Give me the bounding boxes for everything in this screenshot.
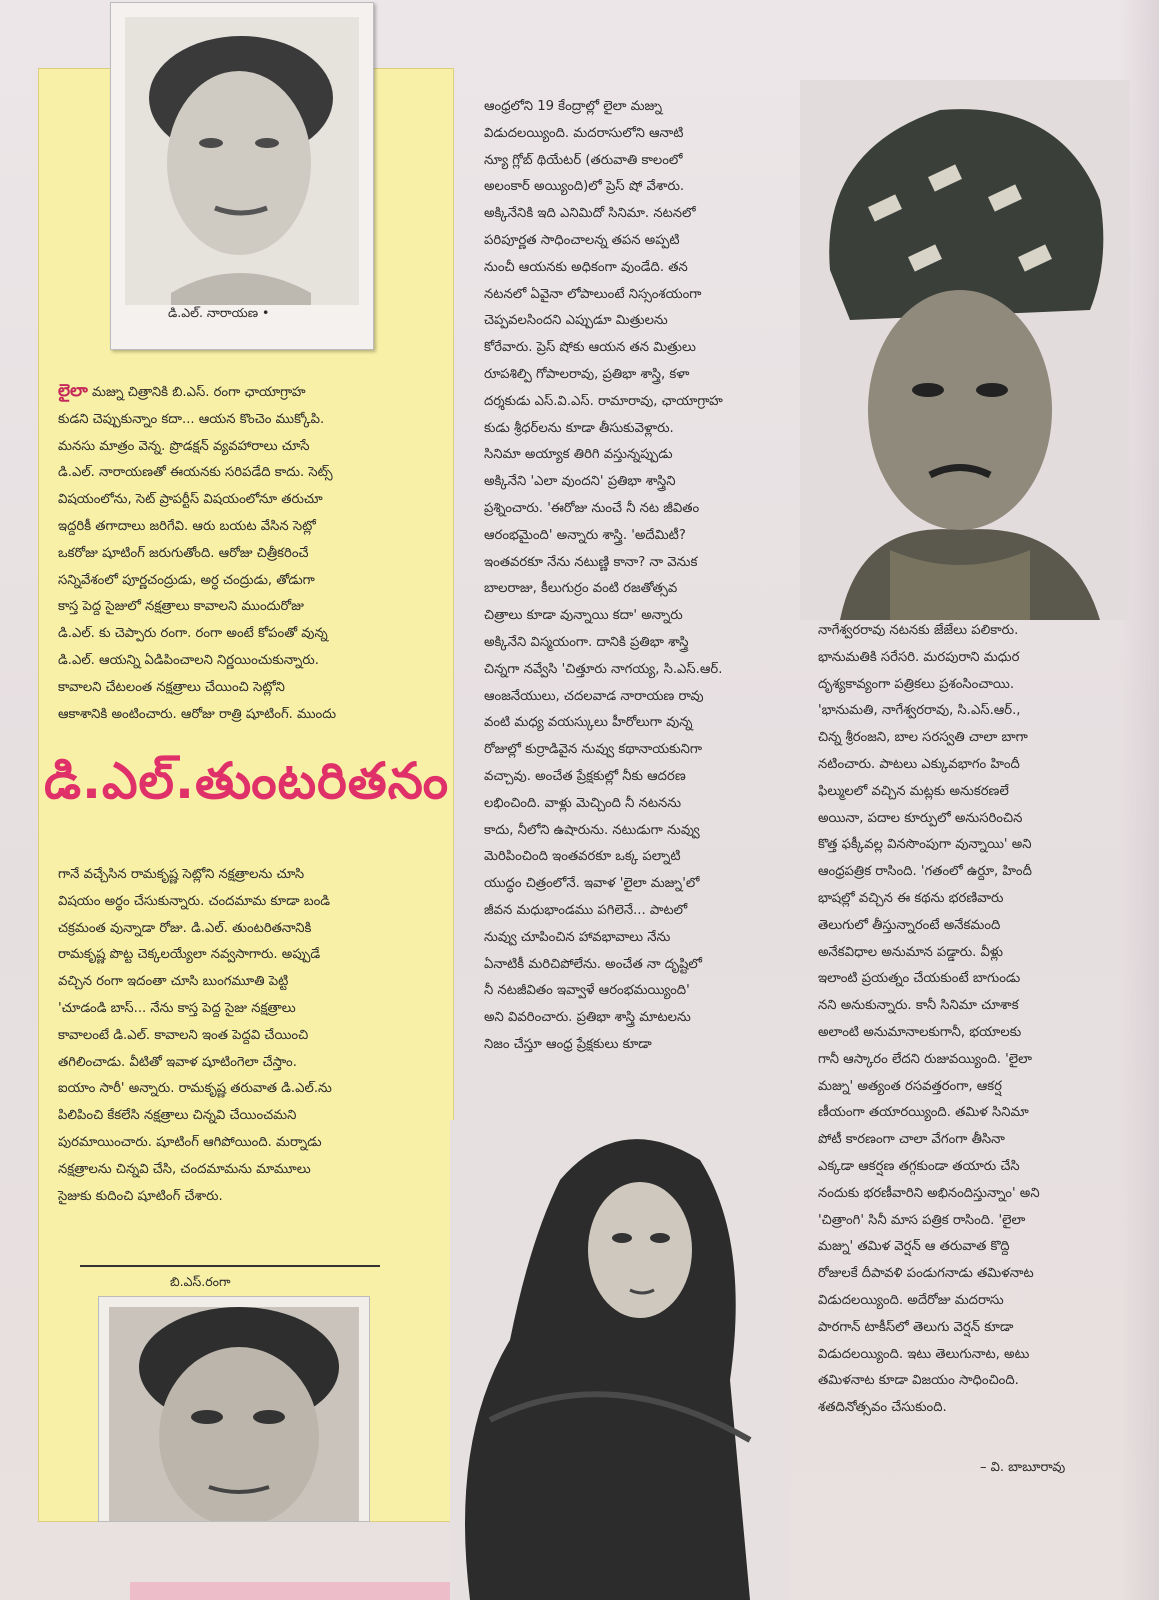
dl-narayana-photo (110, 2, 374, 350)
caption-bs-ranga: బి.ఎస్.రంగా (170, 1274, 231, 1289)
middle-column-text: ఆంధ్రలోని 19 కేంద్రాల్లో లైలా మజ్ను విడుదలయ్యింది. మదరాసులోని ఆనాటి న్యూ గ్లోబ్ థియేటర్ (తరువాతి కాలంలో అలంకార్ అయ్యింది)లో ప్రెస్ షో వేశారు. అక్కినేనికి ఇది ఎనిమిదో సినిమా. నటనలో పరిపూర్ణత సాధించాలన్న తపన అప్పటి నుంచీ ఆయనకు అధికంగా వుండేది. తన నటనలో ఏవైనా లోపాలుంటే నిస్సంశయంగా చెప్పవలసిందని ఎప్పుడూ మిత్రులను కోరేవారు. ప్రెస్ షోకు ఆయన తన మిత్రులు రూపశిల్పి గోపాలరావు, ప్రతిభా శాస్త్రి, కళా దర్శకుడు ఎస్.వి.ఎస్. రామారావు, ఛాయాగ్రాహ కుడు శ్రీధర్‌లను కూడా తీసుకువెళ్లారు. సినిమా అయ్యాక తిరిగి వస్తున్నప్పుడు అక్కినేని 'ఎలా వుందని' ప్రతిభా శాస్త్రిని ప్రశ్నించారు. 'ఈరోజు నుంచే నీ నట జీవితం ఆరంభమైంది' అన్నారు శాస్త్రి. 'అదేమిటీ? ఇంతవరకూ నేను నటుణ్ణి కానా? నా వెనుక బాలరాజు, కీలుగుర్రం వంటి రజతోత్సవ చిత్రాలు కూడా వున్నాయి కదా' అన్నారు అక్కినేని విస్మయంగా. దానికి ప్రతిభా శాస్త్రి చిన్నగా నవ్వేసి 'చిత్తూరు నాగయ్య, సి.ఎస్.ఆర్. ఆంజనేయులు, చదలవాడ నారాయణ రావు వంటి మధ్య వయస్కులు హీరోలుగా వున్న రోజుల్లో కుర్రాడివైన నువ్వు కథానాయకునిగా వచ్చావు. అంచేత ప్రేక్షకుల్లో నీకు ఆదరణ లభించింది. వాళ్లు మెచ్చింది నీ నటనను కాదు, నీలోని ఉషారును. నటుడుగా నువ్వు మెరిపించింది ఇంతవరకూ ఒక్క పల్నాటి యుద్ధం చిత్రంలోనే. ఇవాళ 'లైలా మజ్ను'లో జీవన మధుభాండము పగిలెనే... పాటలో నువ్వు చూపించిన హావభావాలు నేను ఏనాటికీ మరిచిపోలేను. అంచేత నా దృష్టిలో నీ నటజీవితం ఇవ్వాళే ఆరంభమయ్యింది' అని వివరించారు. ప్రతిభా శాస్త్రి మాటలను నిజం చేస్తూ ఆంధ్ర ప్రేక్షకులు కూడా (484, 99, 723, 1052)
sidebar-intro-text: మజ్ను చిత్రానికి బి.ఎస్. రంగా ఛాయాగ్రాహ కుడని చెప్పుకున్నాం కదా... ఆయన కొంచెం ముక్కోపి. మనసు మాత్రం వెన్న. ప్రొడక్షన్ వ్యవహారాలు చూసే డి.ఎల్. నారాయణతో ఈయనకు సరిపడేది కాదు. సెట్స్ విషయంలోను, సెట్ ప్రాపర్టీస్ విషయంలోనూ తరుచూ ఇద్దరికీ తగాదాలు జరిగేవి. ఆరు బయట వేసిన సెట్లో ఒకరోజు షూటింగ్ జరుగుతోంది. ఆరోజు చిత్రీకరించే సన్నివేశంలో పూర్ణచంద్రుడు, అర్ధ చంద్రుడు, తోడుగా కాస్త పెద్ద సైజులో నక్షత్రాలు కావాలని ముందురోజు డి.ఎల్. కు చెప్పారు రంగా. రంగా అంటే కోపంతో వున్న డి.ఎల్. ఆయన్ని ఏడిపించాలని నిర్ణయించుకున్నారు. కావాలని చేటలంత నక్షత్రాలు చేయించి సెట్లోని ఆకాశానికి అంటించారు. ఆరోజు రాత్రి షూటింగ్. ముందు (58, 385, 337, 722)
right-column-text: నాగేశ్వరరావు నటనకు జేజేలు పలికారు. భానుమతికి సరేసరి. మరపురాని మధుర దృశ్యకావ్యంగా పత్రికలు ప్రశంసించాయి. 'భానుమతి, నాగేశ్వరరావు, సి.ఎస్.ఆర్., చిన్న శ్రీరంజని, బాల సరస్వతి చాలా బాగా నటించారు. పాటలు ఎక్కువభాగం హిందీ ఫిల్ములలో వచ్చిన మట్లకు అనుకరణలే అయినా, పదాల కూర్పులో అనుసరించిన కొత్త ఫక్కీవల్ల వినసొంపుగా వున్నాయి' అని ఆంధ్రపత్రిక రాసింది. 'గతంలో ఉర్దూ, హిందీ భాషల్లో వచ్చిన ఈ కథను భరణివారు తెలుగులో తీస్తున్నారంటే అనేకమంది అనేకవిధాల అనుమాన పడ్డారు. వీళ్లు ఇలాంటి ప్రయత్నం చేయకుంటే బాగుండు నని అనుకున్నారు. కానీ సినిమా చూశాక అలాంటి అనుమానాలకుగానీ, భయాలకు గానీ ఆస్కారం లేదని రుజువయ్యింది. 'లైలా మజ్ను' అత్యంత రసవత్తరంగా, ఆకర్ష ణీయంగా తయారయ్యింది. తమిళ సినిమా పోటీ కారణంగా చాలా వేగంగా తీసినా ఎక్కడా ఆకర్షణ తగ్గకుండా తయారు చేసి నందుకు భరణీవారిని అభినందిస్తున్నాం' అని 'చిత్రాంగి' సినీ మాస పత్రిక రాసింది. 'లైలా మజ్ను' తమిళ వెర్షన్ ఆ తరువాత కొద్ది రోజులకే దీపావళి పండుగనాడు తమిళనాట విడుదలయ్యింది. అదేరోజు మదరాసు పారగాన్ టాకీస్‌లో తెలుగు వెర్షన్ కూడా విడుదలయ్యింది. ఇటు తెలుగునాట, అటు తమిళనాట కూడా విజయం సాధించింది. శతదినోత్సవం చేసుకుంది. (818, 623, 1040, 1416)
caption-dl-narayana: డి.ఎల్. నారాయణ • (168, 305, 270, 320)
caption-divider (80, 1265, 380, 1267)
drop-word: లైలా (58, 381, 88, 401)
sidebar-continued-paragraph: గానే వచ్చేసిన రామకృష్ణ సెట్లోని నక్షత్రాలను చూసి విషయం అర్థం చేసుకున్నారు. చందమామ కూడా బండి చక్రమంత వున్నాడా రోజు. డి.ఎల్. తుంటరితనానికి రామకృష్ణ పొట్ట చెక్కలయ్యేలా నవ్వసాగారు. అప్పుడే వచ్చిన రంగా ఇదంతా చూసి బుంగమూతి పెట్టి 'చూడండి బాస్... నేను కాస్త పెద్ద సైజు నక్షత్రాలు కావాలంటే డి.ఎల్. కావాలని ఇంత పెద్దవి చేయించి తగిలించాడు. వీటితో ఇవాళ షూటింగెలా చేస్తాం. ఐయాం సారీ' అన్నారు. రామకృష్ణ తరువాత డి.ఎల్.ను పిలిపించి కేకలేసి నక్షత్రాలు చిన్నవి చేయించమని పురమాయించారు. షూటింగ్ ఆగిపోయింది. మర్నాడు నక్షత్రాలను చిన్నవి చేసి, చందమామను మామూలు సైజుకు కుదించి షూటింగ్ చేశారు. (58, 867, 332, 1204)
author-credit: – వి. బాబూరావు (980, 1460, 1066, 1475)
anr-turban-photo (800, 80, 1130, 620)
next-page-strip (130, 1582, 450, 1600)
bs-ranga-photo (98, 1296, 370, 1522)
bhanumathi-photo (450, 1120, 790, 1600)
story-headline: డి.ఎల్.తుంటరితనం (44, 752, 450, 810)
sidebar-intro-paragraph (58, 378, 430, 728)
